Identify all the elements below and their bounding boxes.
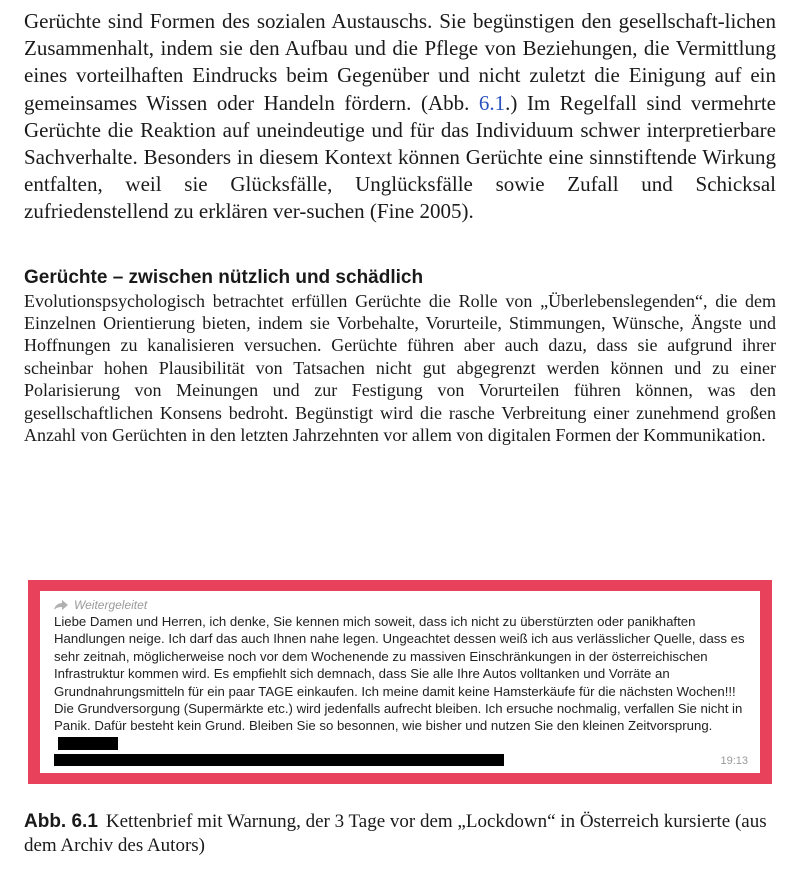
paragraph-text-before-ref: Gerüchte sind Formen des sozialen Austauschs. Sie begünstigen den gesellschaft-lichen Zusammenhalt, indem sie den Aufbau und die Pflege von Beziehungen, die Vermittlung eines vorteilhaften Eindrucks beim Gegenüber und nicht zuletzt die Einigung auf ein gemeinsames Wissen oder Handeln fördern. (Abb. [24,9,776,115]
section-paragraph: Evolutionspsychologisch betrachtet erfüllen Gerüchte die Rolle von „Überlebenslegenden“, die dem Einzelnen Orientierung bieten, indem sie Vorbehalte, Vorurteile, Stimmungen, Wünsche, Ängste und Hoffnungen zu kanalisieren versuchen. Gerüchte führen aber auch dazu, dass sie aufgrund ihrer scheinbar hohen Plausibilität von Tatsachen nicht gut abgegrenzt werden können und zu einer Polarisierung von Meinungen und zur Festigung von Vorurteilen führen können, was den gesellschaftlichen Konsens bedroht. Begünstigt wird die rasche Verbreitung einer zunehmend großen Anzahl von Gerüchten in den letzten Jahrzehnten vor allem von digitalen Formen der Kommunikation. [24,290,776,446]
section-heading: Gerüchte – zwischen nützlich und schädlich [24,266,424,288]
message-body: Liebe Damen und Herren, ich denke, Sie kennen mich soweit, dass ich nicht zu überstürzten oder panikhaften Handlungen neige. Ich darf das auch Ihnen nahe legen. Ungeachtet dessen weiß ich aus verlässlicher Quelle, dass es sehr zeitnah, möglicherweise noch vor dem Wochenende zu massiven Einschränkungen in der österreichischen Infrastruktur kommen wird. Es empfiehlt sich demnach, dass Sie alle Ihre Autos volltanken und Vorräte an Grundnahrungsmitteln für ein paar TAGE einkaufen. Ich meine damit keine Hamsterkäufe für die nächsten Wochen!!! Die Grundversorgung (Supermärkte etc.) wird jedenfalls aufrecht bleiben. Ich ersuche nochmalig, verfallen Sie nicht in Panik. Dafür besteht kein Grund. Bleiben Sie so besonnen, wie bisher und nutzen Sie den kleinen Zeitvorsprung. [54,614,745,734]
page-body [24,8,776,446]
figure-chain-letter [28,580,772,784]
caption-label: Abb. 6.1 [24,811,98,832]
forwarded-label: Weitergeleitet [74,598,148,612]
caption-text: Kettenbrief mit Warnung, der 3 Tage vor dem „Lockdown“ in Österreich kursierte (aus dem Archiv des Autors) [24,811,767,856]
figure-reference-link[interactable]: 6.1 [478,90,506,115]
intro-paragraph [24,8,776,226]
figure-caption [24,810,776,858]
message-timestamp: 19:13 [720,755,748,767]
forward-arrow-icon [54,600,68,610]
paragraph-text-after-ref: .) Im Regelfall sind vermehrte Gerüchte die Reaktion auf uneindeutige und für das Individuum schwer interpretierbare Sachverhalte. Besonders in diesem Kontext können Gerüchte eine sinnstiftende Wirkung entfalten, weil sie Glücksfälle, Unglücksfälle sowie Zufall und Schicksal zufriedenstellend zu erklären ver-suchen (Fine 2005). [24,90,776,224]
message-text [54,613,746,752]
redaction-bar-signature [54,754,504,766]
forwarded-header [54,597,746,613]
redaction-bar-inline [58,737,118,750]
message-bubble [40,591,760,773]
